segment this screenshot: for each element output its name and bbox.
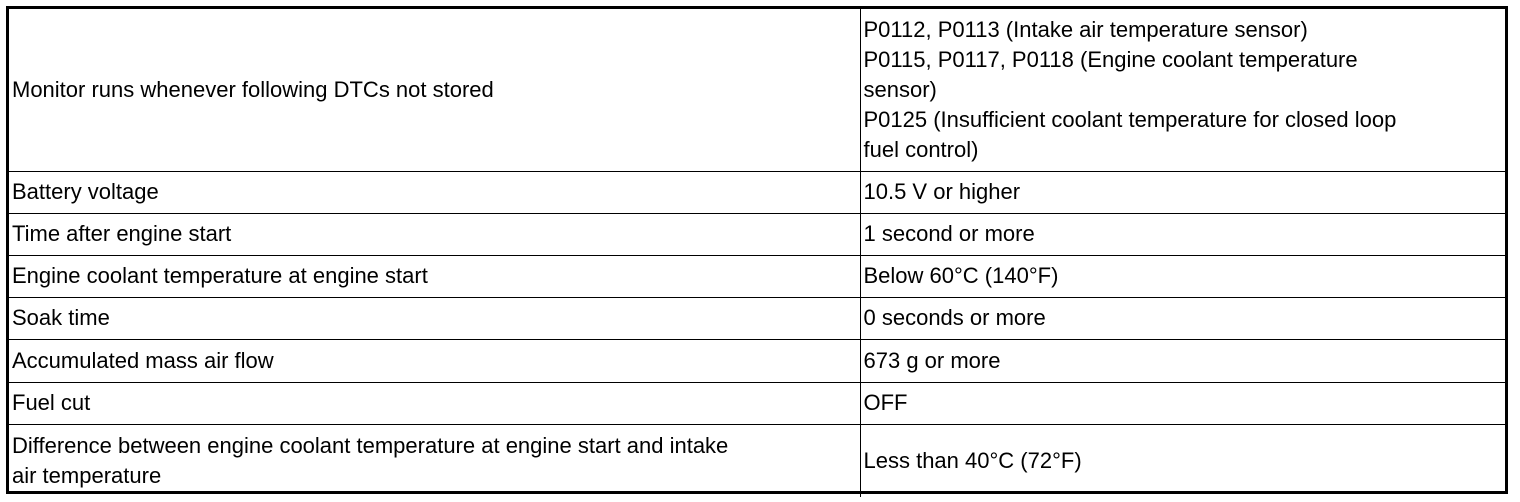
condition-cell: Battery voltage xyxy=(9,171,860,213)
value-cell xyxy=(860,9,1505,171)
table-row xyxy=(9,171,1505,213)
table-row xyxy=(9,297,1505,339)
conditions-table-frame xyxy=(6,6,1508,494)
condition-cell xyxy=(9,424,860,497)
dtc-line: P0125 (Insufficient coolant temperature for closed loop xyxy=(863,106,1397,132)
condition-line: air temperature xyxy=(12,462,162,488)
value-cell: 673 g or more xyxy=(860,339,1505,382)
condition-cell: Monitor runs whenever following DTCs not stored xyxy=(9,9,860,171)
value-cell: 0 seconds or more xyxy=(860,297,1505,339)
dtc-line: fuel control) xyxy=(863,136,979,162)
condition-cell: Time after engine start xyxy=(9,213,860,255)
table-row xyxy=(9,255,1505,297)
condition-cell: Soak time xyxy=(9,297,860,339)
dtc-line: P0112, P0113 (Intake air temperature sensor) xyxy=(863,16,1308,42)
condition-line: Difference between engine coolant temperature at engine start and intake xyxy=(12,432,729,458)
table-row xyxy=(9,339,1505,382)
table-row xyxy=(9,213,1505,255)
condition-cell: Engine coolant temperature at engine start xyxy=(9,255,860,297)
table-row xyxy=(9,382,1505,424)
value-cell: Below 60°C (140°F) xyxy=(860,255,1505,297)
dtc-line: sensor) xyxy=(863,76,937,102)
value-cell: 1 second or more xyxy=(860,213,1505,255)
value-cell: Less than 40°C (72°F) xyxy=(860,424,1505,497)
dtc-line: P0115, P0117, P0118 (Engine coolant temperature xyxy=(863,46,1358,72)
condition-cell: Accumulated mass air flow xyxy=(9,339,860,382)
table-row xyxy=(9,424,1505,497)
monitor-conditions-table xyxy=(9,9,1505,497)
table-row xyxy=(9,9,1505,171)
value-cell: OFF xyxy=(860,382,1505,424)
condition-cell: Fuel cut xyxy=(9,382,860,424)
value-cell: 10.5 V or higher xyxy=(860,171,1505,213)
